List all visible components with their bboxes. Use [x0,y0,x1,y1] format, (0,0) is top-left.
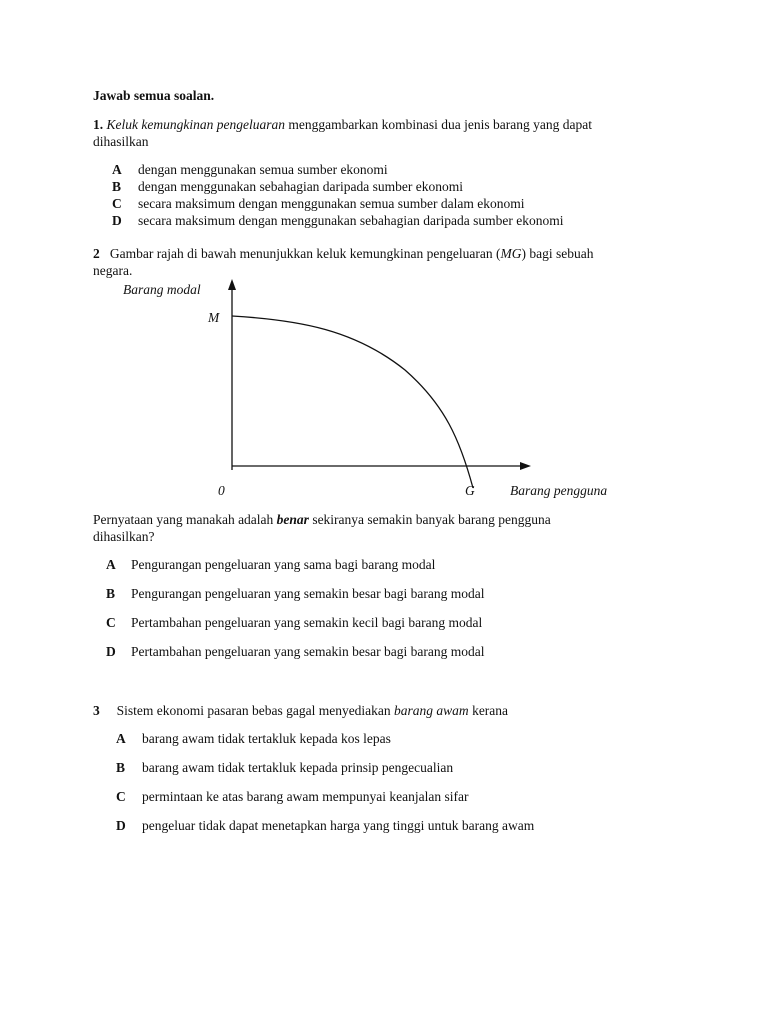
question-2-stem-text-a: Gambar rajah di bawah menunjukkan keluk kemungkinan pengeluaran ( [109,246,501,261]
y-axis-label: Barang modal [123,282,201,297]
question-3-stem-text-a: Sistem ekonomi pasaran bebas gagal menyediakan [116,703,395,718]
option-letter: B [116,760,126,775]
option-text: secara maksimum dengan menggunakan semua sumber dalam ekonomi [138,196,525,211]
question-2-number: 2 [93,246,100,261]
question-2-prompt [93,512,551,528]
option-text: dengan menggunakan semua sumber ekonomi [138,162,388,177]
option-letter: B [112,179,122,194]
question-2-term: MG [500,246,522,261]
ppc-curve [232,316,473,488]
question-3-stem [93,703,508,719]
question-2-prompt-a: Pernyataan yang manakah adalah [93,512,277,527]
option-text: Pengurangan pengeluaran yang semakin besar bagi barang modal [131,586,485,601]
question-3-stem-text-b: kerana [468,703,509,718]
page-heading: Jawab semua soalan. [93,88,215,103]
x-point-label-g: G [465,483,475,498]
option-letter: A [116,731,126,746]
origin-label: 0 [218,483,225,498]
option-text: Pengurangan pengeluaran yang sama bagi barang modal [131,557,436,572]
question-3-term: barang awam [394,703,469,718]
question-2-prompt-line2: dihasilkan? [93,529,155,544]
y-axis-arrow-icon [228,279,236,290]
option-letter: D [112,213,122,228]
y-point-label-m: M [208,310,220,325]
option-text: barang awam tidak tertakluk kepada kos lepas [142,731,391,746]
question-1-stem-text: menggambarkan kombinasi dua jenis barang yang dapat [288,117,592,132]
question-1-number: 1. [93,117,104,132]
option-text: permintaan ke atas barang awam mempunyai keanjalan sifar [142,789,469,804]
option-letter: C [112,196,122,211]
question-2-stem-text-b: ) bagi sebuah [521,246,594,261]
option-letter: A [112,162,122,177]
question-2-prompt-emph: benar [276,512,309,527]
question-1-term: Keluk kemungkinan pengeluaran [106,117,285,132]
x-axis-arrow-icon [520,462,531,470]
option-letter: B [106,586,116,601]
option-text: Pertambahan pengeluaran yang semakin besar bagi barang modal [131,644,485,659]
question-2-stem-line2: negara. [93,263,133,278]
option-text: barang awam tidak tertakluk kepada prinsip pengecualian [142,760,454,775]
question-1-stem-line2: dihasilkan [93,134,149,149]
option-text: pengeluar tidak dapat menetapkan harga yang tinggi untuk barang awam [142,818,535,833]
option-text: dengan menggunakan sebahagian daripada sumber ekonomi [138,179,464,194]
x-axis-label: Barang pengguna [510,483,608,498]
question-3-number: 3 [93,703,100,718]
question-2-prompt-b: sekiranya semakin banyak barang pengguna [308,512,551,527]
option-text: secara maksimum dengan menggunakan sebahagian daripada sumber ekonomi [138,213,564,228]
option-letter: C [116,789,126,804]
option-text: Pertambahan pengeluaran yang semakin kecil bagi barang modal [131,615,483,630]
option-letter: D [116,818,126,833]
option-letter: D [106,644,116,659]
option-letter: C [106,615,116,630]
option-letter: A [106,557,116,572]
